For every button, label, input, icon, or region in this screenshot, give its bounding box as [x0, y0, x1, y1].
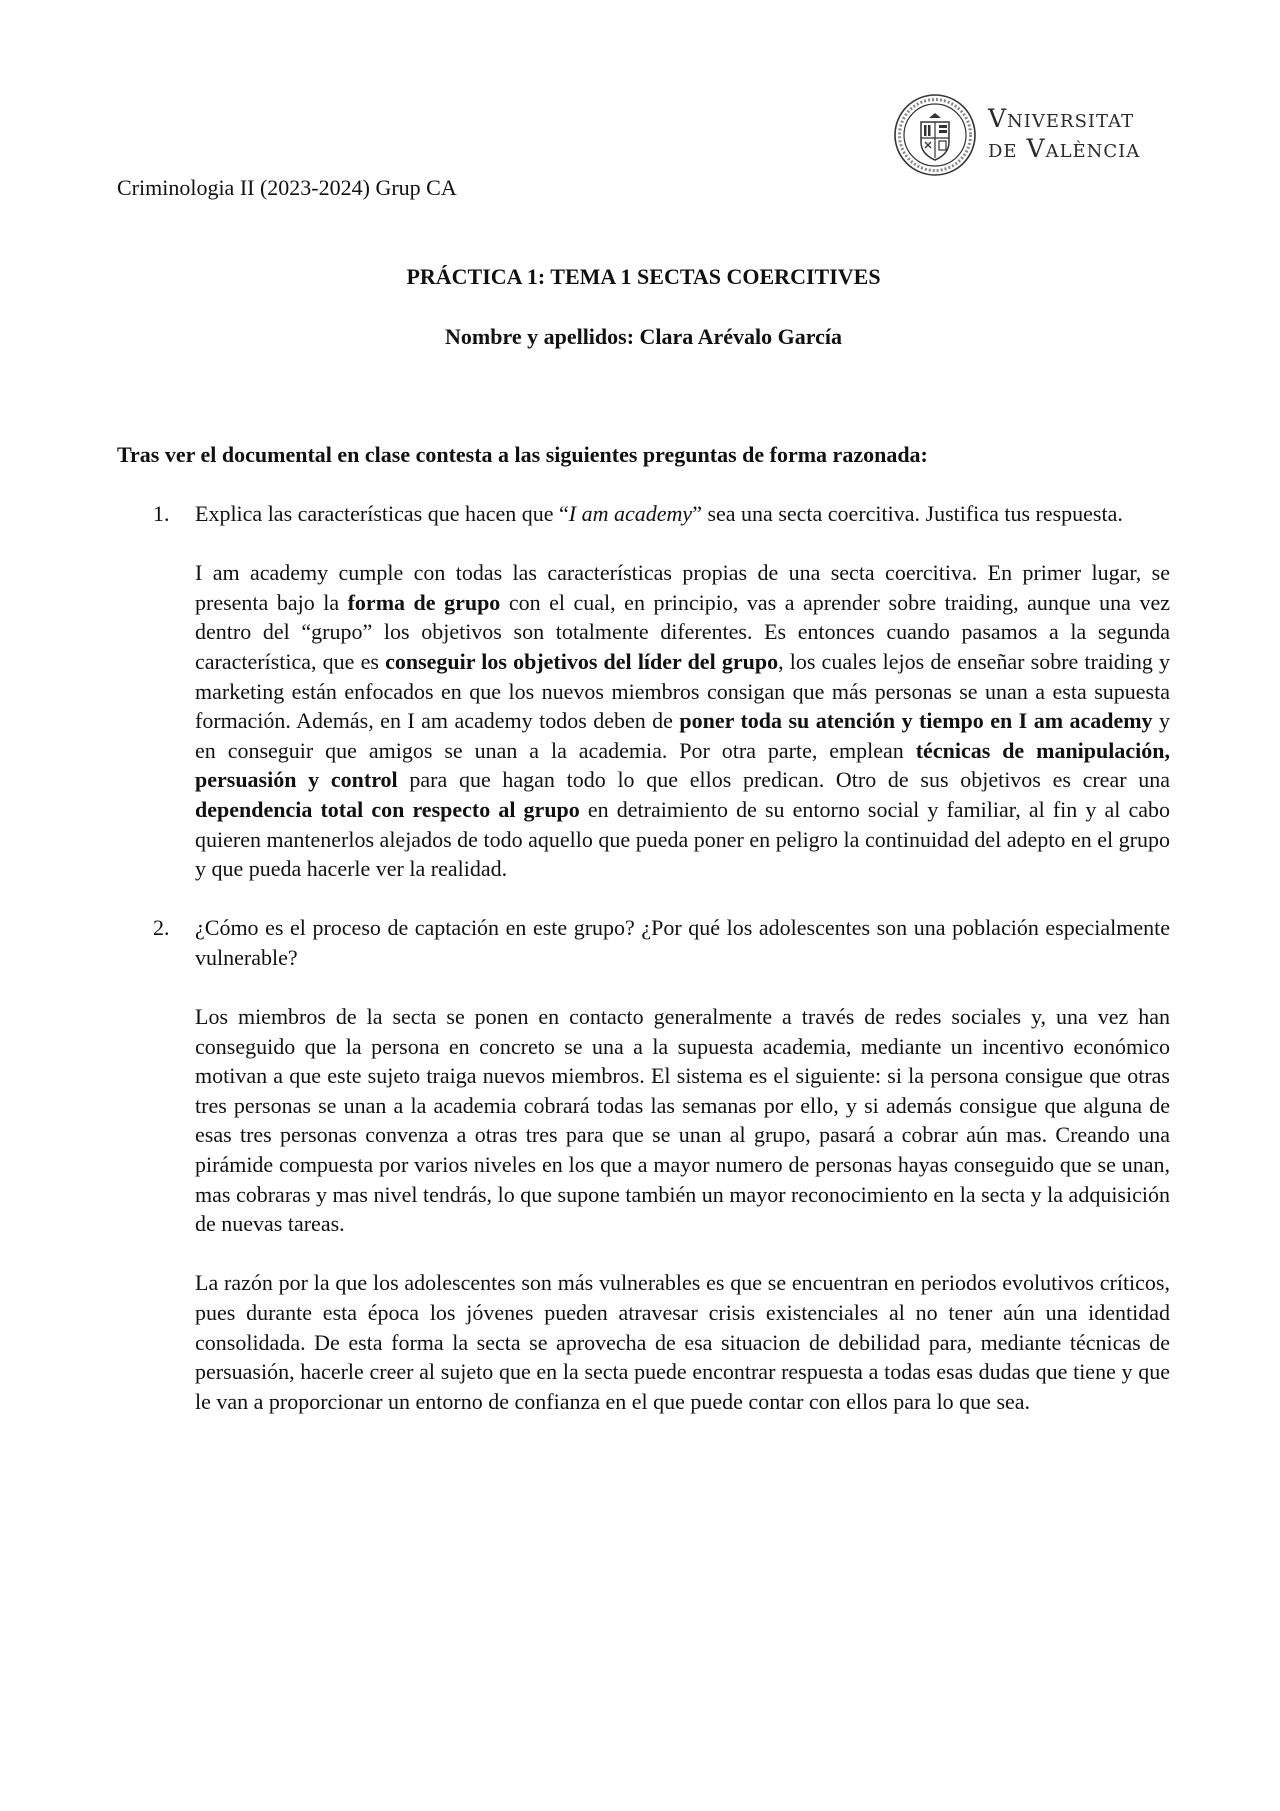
- university-name: [988, 104, 1140, 164]
- bold-term: dependencia total con respecto al grupo: [195, 796, 580, 822]
- course-header: Criminologia II (2023-2024) Grup CA: [117, 175, 457, 200]
- page-title: PRÁCTICA 1: TEMA 1 SECTAS COERCITIVES: [406, 264, 881, 289]
- answer-text-run: en detraimiento de su entorno social y familiar, al fin y al cabo quieren mantenerlos alejados de todo aquello que pueda poner en peligro la continuidad del adepto en el grupo y que pueda hacerle ver la realidad.: [195, 796, 1170, 882]
- bold-term: conseguir los objetivos del líder del grupo: [385, 648, 779, 674]
- student-name: Nombre y apellidos: Clara Arévalo García: [445, 324, 842, 349]
- bold-term: técnicas de manipulación, persuasión y control: [195, 737, 1170, 793]
- answer-text-run: con el cual, en principio, vas a aprender sobre traiding, aunque una vez dentro del “grupo” los objetivos son totalmente diferentes. Es entonces cuando pasamos a la segunda característica, que es: [195, 589, 1170, 674]
- question-text: [195, 499, 1170, 529]
- answer-text-run: para que hagan todo lo que ellos predican. Otro de sus objetivos es crear una: [397, 767, 1171, 793]
- question-number: 2.: [153, 915, 170, 941]
- university-name-line1: Vniversitat: [988, 104, 1135, 133]
- bold-term: forma de grupo: [347, 589, 501, 615]
- answer-text-run: I am academy cumple con todas las características propias de una secta coercitiva. En primer lugar, se presenta bajo la: [195, 560, 1170, 615]
- question-item-2: [117, 913, 1170, 1416]
- answer-text-run: Explica las características que hacen que “: [195, 501, 569, 526]
- question-italic-term: I am academy: [568, 501, 693, 526]
- answer-paragraph: [195, 558, 1170, 884]
- question-item-1: [117, 499, 1170, 884]
- answer-text-run: , los cuales lejos de enseñar sobre traiding y marketing están enfocados en que los nuevos miembros consigan que más personas se unan a esta supuesta formación. Además, en I am academy todos deben de: [195, 648, 1171, 734]
- bold-term: poner toda su atención y tiempo en I am academy: [679, 708, 1153, 734]
- answer-text-run: y en conseguir que amigos se unan a la academia. Por otra parte, emplean: [195, 708, 1171, 763]
- university-seal-icon: [892, 92, 978, 178]
- question-list: [117, 499, 1170, 1416]
- question-text: ¿Cómo es el proceso de captación en este grupo? ¿Por qué los adolescentes son una población especialmente vulnerable?: [195, 915, 1170, 970]
- university-name-line2: de València: [988, 134, 1141, 163]
- instructions: Tras ver el documental en clase contesta a las siguientes preguntas de forma razonada:: [117, 442, 928, 467]
- university-logo: [892, 92, 1142, 178]
- question-number: 1.: [153, 501, 170, 526]
- answer-text-run: ” sea una secta coercitiva. Justifica tus respuesta.: [692, 501, 1123, 526]
- answer-paragraph: Los miembros de la secta se ponen en contacto generalmente a través de redes sociales y, una vez han conseguido que la persona en concreto se una a la supuesta academia, mediante un incentivo económico motivan a que este sujeto traiga nuevos miembros. El sistema es el siguiente: si la persona consigue que otras tres personas se unan a la academia cobrará todas las semanas por ello, y si además consigue que alguna de esas tres personas convenza a otras tres para que se unan al grupo, pasará a cobrar aún mas. Creando una pirámide compuesta por varios niveles en los que a mayor numero de personas hayas conseguido que se unan, mas cobraras y mas nivel tendrás, lo que supone también un mayor reconocimiento en la secta y la adquisición de nuevas tareas.: [195, 1004, 1170, 1237]
- answer-paragraph: La razón por la que los adolescentes son más vulnerables es que se encuentran en periodos evolutivos críticos, pues durante esta época los jóvenes pueden atravesar crisis existenciales al no tener aún una identidad consolidada. De esta forma la secta se aprovecha de esa situacion de debilidad para, mediante técnicas de persuasión, hacerle creer al sujeto que en la secta puede encontrar respuesta a todas esas dudas que tiene y que le van a proporcionar un entorno de confianza en el que puede contar con ellos para lo que sea.: [195, 1270, 1170, 1414]
